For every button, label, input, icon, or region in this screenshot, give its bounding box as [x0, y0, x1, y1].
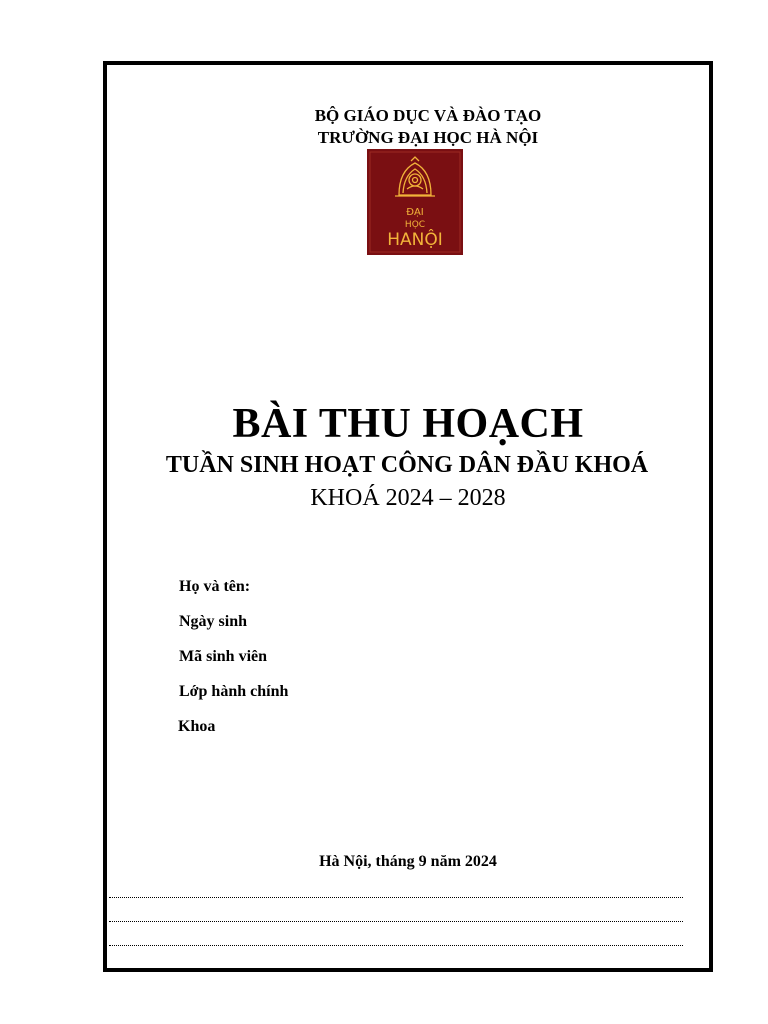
ministry-name: BỘ GIÁO DỤC VÀ ĐÀO TẠO: [314, 106, 542, 125]
dob-field-label: Ngày sinh: [179, 613, 248, 630]
student-info-fields: [179, 577, 288, 752]
page-border: [103, 61, 713, 972]
faculty-field-label: Khoa: [178, 718, 216, 735]
document-subtitle: TUẦN SINH HOẠT CÔNG DÂN ĐẦU KHOÁ: [165, 452, 649, 478]
logo-text-line2: HỌC: [404, 220, 426, 230]
dotted-line: [109, 945, 683, 946]
dotted-line: [109, 897, 683, 898]
university-logo: [367, 149, 463, 255]
student-id-field-label: Mã sinh viên: [179, 648, 268, 665]
university-name: TRƯỜNG ĐẠI HỌC HÀ NỘI: [317, 128, 539, 147]
logo-text-line1: ĐẠI: [406, 207, 424, 218]
place-date: Hà Nội, tháng 9 năm 2024: [319, 853, 497, 870]
logo-text-line3: HANỘI: [387, 230, 443, 250]
document-title: BÀI THU HOẠCH: [232, 401, 584, 447]
name-field-label: Họ và tên:: [179, 578, 251, 595]
class-field-label: Lớp hành chính: [179, 683, 289, 700]
cohort-years: KHOÁ 2024 – 2028: [310, 485, 506, 511]
dotted-line: [109, 921, 683, 922]
